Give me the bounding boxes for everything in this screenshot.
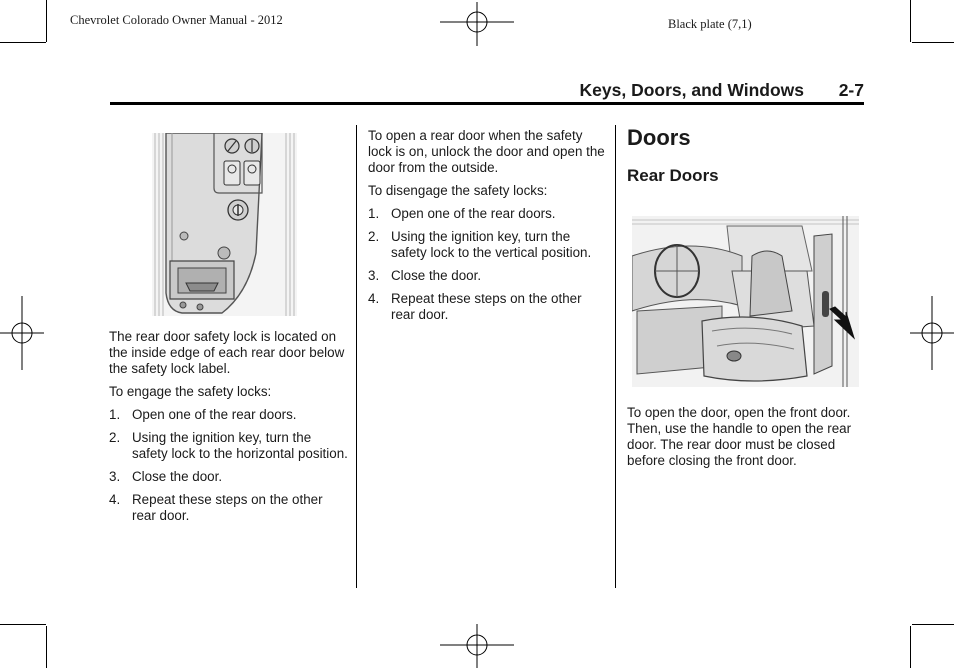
crop-mark bbox=[912, 42, 954, 43]
registration-mark-left bbox=[0, 296, 44, 370]
column-engage bbox=[109, 329, 349, 531]
engage-heading: To engage the safety locks: bbox=[109, 384, 272, 399]
list-item: 2. Using the ignition key, turn the safety lock to the horizontal position. bbox=[109, 430, 348, 461]
crop-mark bbox=[46, 626, 47, 668]
rear-door-instructions: To open the door, open the front door. Then, use the handle to open the rear door. The rear door must be closed before closing the front door. bbox=[627, 405, 852, 468]
rear-door-handle-illustration bbox=[632, 216, 859, 387]
open-rear-door-text: To open a rear door when the safety lock is on, unlock the door and open the door from the outside. bbox=[368, 128, 605, 175]
safety-lock-intro: The rear door safety lock is located on the inside edge of each rear door below the safety lock label. bbox=[109, 329, 345, 376]
page-number: 2-7 bbox=[838, 80, 864, 100]
registration-mark-bottom bbox=[440, 624, 514, 668]
doors-heading: Doors bbox=[627, 125, 691, 150]
section-header bbox=[110, 80, 864, 105]
list-item: 1. Open one of the rear doors. bbox=[109, 407, 297, 422]
crop-mark bbox=[912, 624, 954, 625]
rear-doors-heading: Rear Doors bbox=[627, 166, 719, 185]
column-rear-doors bbox=[627, 405, 867, 476]
manual-title-header: Chevrolet Colorado Owner Manual - 2012 bbox=[70, 13, 283, 27]
list-item: 3. Close the door. bbox=[109, 469, 223, 484]
plate-label-header: Black plate (7,1) bbox=[668, 17, 752, 31]
registration-mark-right bbox=[910, 296, 954, 370]
safety-lock-illustration bbox=[152, 133, 297, 316]
disengage-steps-list bbox=[368, 206, 608, 323]
crop-mark bbox=[910, 626, 911, 668]
registration-mark-top bbox=[440, 2, 514, 46]
list-item: 4. Repeat these steps on the other rear door. bbox=[109, 492, 323, 523]
section-title: Keys, Doors, and Windows bbox=[579, 80, 804, 100]
list-item: 2. Using the ignition key, turn the safety lock to the vertical position. bbox=[368, 229, 592, 260]
crop-mark bbox=[0, 624, 46, 625]
crop-mark bbox=[0, 42, 46, 43]
column-divider bbox=[356, 125, 357, 588]
crop-mark bbox=[910, 0, 911, 42]
list-item: 3. Close the door. bbox=[368, 268, 482, 283]
column-divider bbox=[615, 125, 616, 588]
list-item: 1. Open one of the rear doors. bbox=[368, 206, 556, 221]
column-disengage bbox=[368, 128, 608, 330]
crop-mark bbox=[46, 0, 47, 42]
disengage-heading: To disengage the safety locks: bbox=[368, 183, 548, 198]
engage-steps-list bbox=[109, 407, 349, 524]
list-item: 4. Repeat these steps on the other rear door. bbox=[368, 291, 582, 322]
